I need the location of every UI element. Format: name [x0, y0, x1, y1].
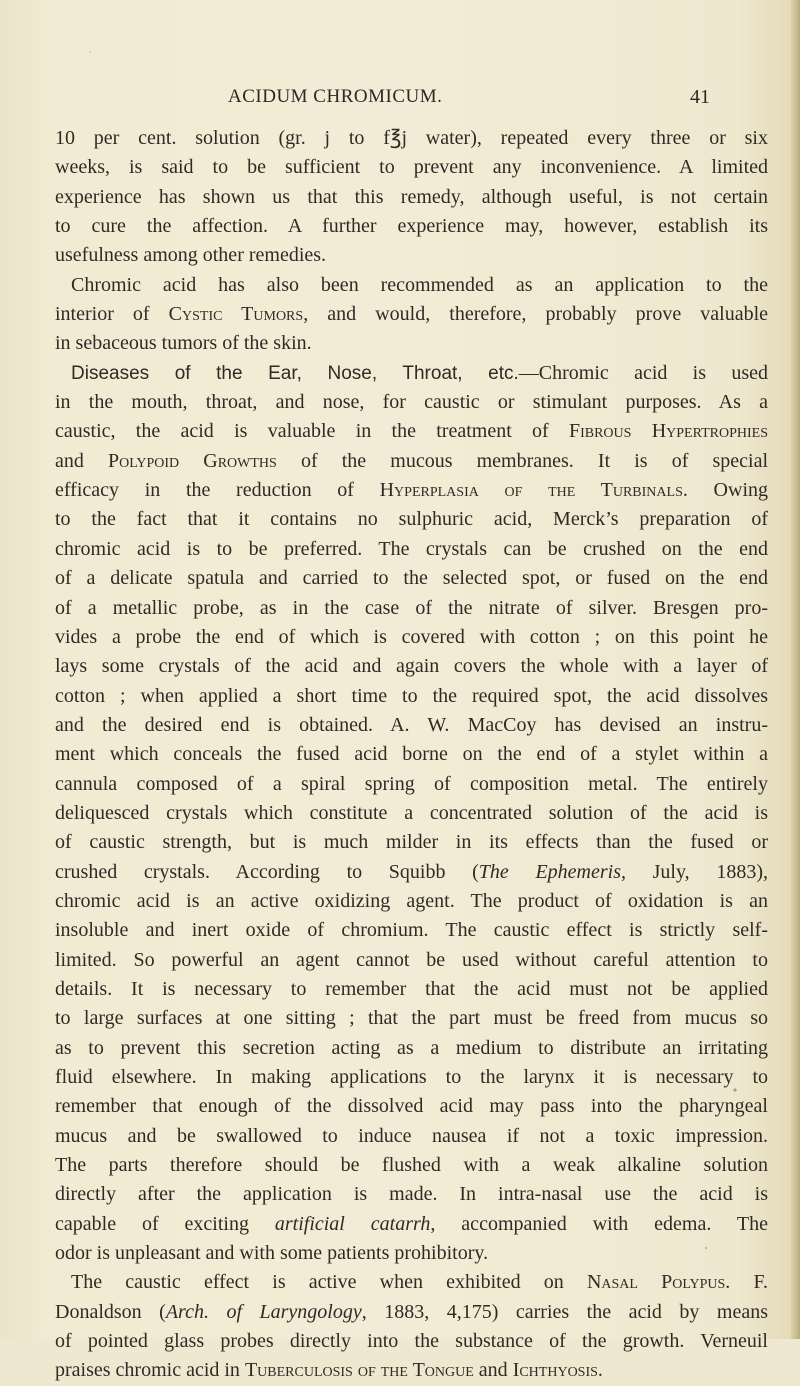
text-line [55, 1327, 768, 1356]
text-line [55, 329, 768, 358]
small-caps-term: Fibrous Hypertrophies [568, 420, 768, 443]
text-line [55, 1180, 768, 1209]
text-run: to large surfaces at one sitting ; that the part must be freed from mucus so [55, 1007, 768, 1030]
text-run: limited. So powerful an agent cannot be used without careful attention to [55, 948, 768, 971]
text-line [55, 1210, 768, 1239]
text-run: 10 per cent. solution (gr. j to f℥j water), repeated every three or six [55, 127, 768, 149]
text-run: in the mouth, throat, and nose, for caustic or stimulant purposes. As a [55, 391, 768, 414]
text-line [55, 799, 768, 828]
text-run: as to prevent this secretion acting as a medium to distribute an irritating [55, 1036, 768, 1059]
text-run: of a metallic probe, as in the case of the nitrate of silver. Bresgen pro- [55, 596, 768, 619]
text-run: The parts therefore should be flushed with a weak alkaline solution [55, 1154, 768, 1177]
text-line [55, 1356, 768, 1385]
small-caps-term: Nasal Polypus [586, 1271, 726, 1294]
text-run: , accompanied with edema. The [430, 1212, 768, 1235]
text-run: remember that enough of the dissolved acid may pass into the pharyngeal [55, 1095, 768, 1118]
page-header [0, 86, 800, 116]
text-run: directly after the application is made. In intra-nasal use the acid is [55, 1183, 768, 1206]
text-run: to the fact that it contains no sulphuric acid, Merck’s preparation of [55, 508, 768, 531]
text-line [55, 1239, 768, 1268]
text-line [55, 476, 768, 505]
text-line [55, 1063, 768, 1092]
small-caps-term: Cystic Tumors [168, 303, 304, 326]
text-run: . Owing [682, 479, 768, 502]
text-line [55, 535, 768, 564]
text-run: fluid elsewhere. In making applications to the larynx it is necessary to [55, 1066, 768, 1088]
text-run: of pointed glass probes directly into the substance of the growth. Verneuil [55, 1330, 768, 1353]
text-run: and [55, 449, 108, 472]
text-line [55, 1268, 768, 1297]
italic-citation: The Ephemeris [478, 860, 621, 883]
page-edge-shadow [791, 0, 800, 1339]
text-line [55, 916, 768, 945]
text-line [55, 652, 768, 681]
text-run: , 1883, 4,175) carries the acid by means [361, 1300, 768, 1323]
text-run: odor is unpleasant and with some patients prohibitory. [55, 1242, 489, 1265]
text-run: and [473, 1359, 513, 1382]
text-line [55, 300, 768, 329]
text-line [55, 1298, 768, 1327]
text-run: weeks, is said to be sufficient to prevent any inconvenience. A limited [55, 156, 768, 179]
text-run: crushed crystals. According to Squibb ( [55, 860, 479, 883]
text-run: chromic acid is an active oxidizing agent. The product of oxidation is an [55, 889, 768, 912]
text-run: lays some crystals of the acid and again covers the whole with a layer of [55, 655, 768, 678]
text-line [55, 388, 768, 417]
text-line [55, 975, 768, 1004]
text-line [55, 417, 768, 446]
text-run: of a delicate spatula and carried to the selected spot, or fused on the end [55, 567, 768, 590]
text-run: Donaldson ( [55, 1300, 166, 1323]
text-run: deliquesced crystals which constitute a concentrated solution of the acid is [55, 801, 768, 824]
body-text [55, 124, 768, 1386]
text-line [55, 153, 768, 182]
text-line [55, 682, 768, 711]
text-run: , and would, therefore, probably prove valuable [303, 303, 769, 326]
text-run: . [597, 1359, 603, 1382]
text-run: chromic acid is to be preferred. The crystals can be crushed on the end [55, 537, 768, 560]
text-run: experience has shown us that this remedy, although useful, is not certain [55, 185, 768, 208]
small-caps-term: Tuberculosis of the Tongue [244, 1359, 474, 1382]
text-run: of the mucous membranes. It is of special [276, 449, 768, 472]
text-line [55, 946, 768, 975]
paper-speck [89, 51, 91, 53]
italic-citation: artificial catarrh [274, 1212, 431, 1235]
text-line [55, 124, 768, 153]
text-run: to cure the affection. A further experience may, however, establish its [55, 215, 768, 238]
text-run: details. It is necessary to remember that the acid must not be applied [55, 977, 768, 1000]
text-line [55, 594, 768, 623]
text-run: ment which conceals the fused acid borne on the end of a stylet within a [55, 743, 768, 766]
text-line [55, 887, 768, 916]
text-run: and the desired end is obtained. A. W. MacCoy has devised an instru- [55, 713, 768, 736]
text-run: efficacy in the reduction of [55, 479, 380, 502]
running-head: ACIDUM CHROMICUM. [228, 86, 443, 107]
text-line [55, 1004, 768, 1033]
text-line [55, 740, 768, 769]
text-run: cannula composed of a spiral spring of composition metal. The entirely [55, 772, 768, 795]
text-run: vides a probe the end of which is covered with cotton ; on this point he [55, 625, 768, 648]
text-line [55, 183, 768, 212]
text-line [55, 505, 768, 534]
text-line [55, 623, 768, 652]
text-line [55, 1034, 768, 1063]
text-run: cotton ; when applied a short time to the required spot, the acid dissolves [55, 684, 768, 707]
text-run: The caustic effect is active when exhibited on [71, 1271, 587, 1294]
text-run: insoluble and inert oxide of chromium. The caustic effect is strictly self- [55, 919, 768, 942]
text-run: capable of exciting [55, 1212, 275, 1235]
small-caps-term: Hyperplasia of the Turbinals [379, 479, 683, 502]
text-run: mucus and be swallowed to induce nausea if not a toxic impression. [55, 1124, 768, 1147]
italic-citation: Arch. of Laryngology [165, 1300, 362, 1323]
text-run: of caustic strength, but is much milder in its effects than the fused or [55, 831, 768, 854]
section-heading: Diseases of the Ear, Nose, Throat, etc. [71, 362, 519, 384]
text-line [55, 271, 768, 300]
text-line [55, 241, 768, 270]
text-line [55, 858, 768, 887]
text-run: praises chromic acid in [55, 1359, 245, 1382]
text-run: caustic, the acid is valuable in the treatment of [55, 420, 569, 443]
text-line [55, 359, 768, 388]
text-run: Chromic acid has also been recommended as an application to the [71, 273, 768, 296]
page-number: 41 [690, 86, 710, 108]
text-line [55, 447, 768, 476]
text-line [55, 1092, 768, 1121]
text-line [55, 564, 768, 593]
text-run: , July, 1883), [620, 860, 768, 883]
text-line [55, 1151, 768, 1180]
text-run: . F. [725, 1271, 768, 1294]
small-caps-term: Ichthyosis [512, 1359, 598, 1382]
text-line [55, 1122, 768, 1151]
text-line [55, 711, 768, 740]
text-run: —Chromic acid is used [518, 361, 768, 384]
small-caps-term: Polypoid Growths [108, 449, 277, 472]
text-line [55, 770, 768, 799]
text-line [55, 212, 768, 241]
text-run: in sebaceous tumors of the skin. [55, 332, 312, 355]
text-run: usefulness among other remedies. [55, 244, 327, 267]
text-line [55, 828, 768, 857]
text-run: interior of [55, 303, 169, 326]
